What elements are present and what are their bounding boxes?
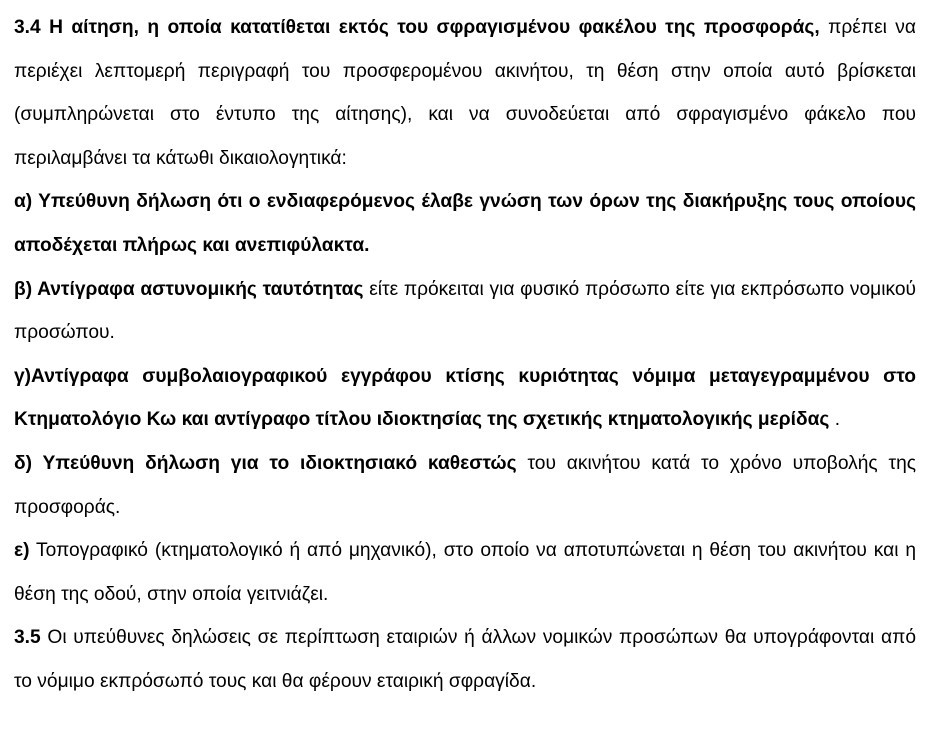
item-d-text: του ακινήτου κατά το χρόνο υποβολής της προσφοράς.	[14, 452, 916, 518]
paragraph-3-5	[14, 616, 916, 703]
item-d-heading: δ) Υπεύθυνη δήλωση για το ιδιοκτησιακό καθεστώς	[14, 452, 517, 474]
document-body	[14, 6, 916, 704]
paragraph-3-4	[14, 6, 916, 180]
item-e-text: Τοπογραφικό (κτηματολογικό ή από μηχανικό), στο οποίο να αποτυπώνεται η θέση του ακινήτου και η θέση της οδού, στην οποία γειτνιάζει.	[14, 540, 916, 605]
paragraph-3-5-heading: 3.5	[14, 627, 41, 649]
item-b-heading: β) Αντίγραφα αστυνομικής ταυτότητας	[14, 278, 364, 300]
item-c-heading: γ)Αντίγραφα συμβολαιογραφικού εγγράφου κτίσης κυριότητας νόμιμα μεταγεγραμμένου στο Κτηματολόγιο Κω και αντίγραφο τίτλου ιδιοκτησίας της σχετικής κτηματολογικής μερίδας	[14, 365, 916, 431]
item-a-text: α) Υπεύθυνη δήλωση ότι ο ενδιαφερόμενος έλαβε γνώση των όρων της διακήρυξης τους οποίους αποδέχεται πλήρως και ανεπιφύλακτα.	[14, 191, 916, 256]
item-c-text: .	[829, 409, 841, 431]
paragraph-3-4-text: πρέπει να περιέχει λεπτομερή περιγραφή του προσφερομένου ακινήτου, τη θέση στην οποία αυτό βρίσκεται (συμπληρώνεται στο έντυπο της αίτησης), και να συνοδεύεται από σφραγισμένο φάκελο που περιλαμβάνει τα κάτωθι δικαιολογητικά:	[14, 17, 916, 169]
paragraph-3-4-heading: 3.4 Η αίτηση, η οποία κατατίθεται εκτός του σφραγισμένου φακέλου της προσφοράς,	[14, 17, 820, 38]
item-a	[14, 180, 916, 267]
item-c	[14, 355, 916, 442]
item-e-heading: ε)	[14, 540, 30, 562]
item-d	[14, 442, 916, 529]
paragraph-3-5-text: Οι υπεύθυνες δηλώσεις σε περίπτωση εταιριών ή άλλων νομικών προσώπων θα υπογράφονται από το νόμιμο εκπρόσωπό τους και θα φέρουν εταιρική σφραγίδα.	[14, 627, 916, 692]
item-b-text: είτε πρόκειται για φυσικό πρόσωπο είτε για εκπρόσωπο νομικού προσώπου.	[14, 278, 916, 344]
item-b	[14, 268, 916, 355]
item-e	[14, 529, 916, 616]
